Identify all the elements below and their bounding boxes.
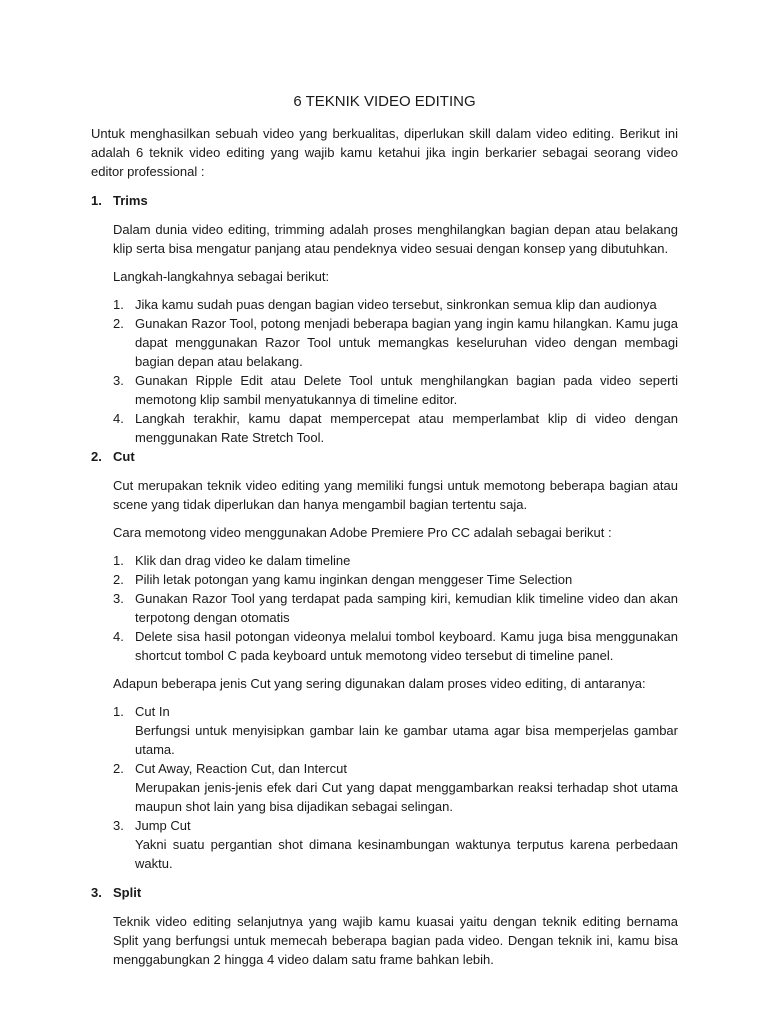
list-number: 3. <box>113 591 124 606</box>
list-number: 2. <box>113 572 124 587</box>
section-paragraph: Langkah-langkahnya sebagai berikut: <box>113 269 330 284</box>
list-number: 4. <box>113 629 124 644</box>
list-item <box>113 551 678 570</box>
cut-type-description: Berfungsi untuk menyisipkan gambar lain ke gambar utama agar bisa memperjelas gambar utama. <box>135 723 678 757</box>
steps-list <box>113 295 678 447</box>
cut-type-description: Merupakan jenis-jenis efek dari Cut yang dapat menggambarkan reaksi terhadap shot utama maupun shot lain yang bisa dijadikan sebagai selingan. <box>135 780 678 814</box>
list-number: 2. <box>113 761 124 776</box>
list-item <box>113 314 678 371</box>
section-heading <box>91 883 678 902</box>
section-paragraph: Dalam dunia video editing, trimming adalah proses menghilangkan bagian depan atau belakang klip serta bisa mengatur panjang atau pendeknya video sesuai dengan konsep yang dibutuhkan. <box>113 222 678 256</box>
section-title: Cut <box>113 449 135 464</box>
list-text: Pilih letak potongan yang kamu inginkan dengan menggeser Time Selection <box>135 572 573 587</box>
list-item <box>113 702 678 759</box>
section-number: 2. <box>91 449 102 464</box>
section-number: 3. <box>91 885 102 900</box>
section-paragraph: Cara memotong video menggunakan Adobe Premiere Pro CC adalah sebagai berikut : <box>113 525 612 540</box>
list-item <box>113 816 678 873</box>
list-number: 1. <box>113 553 124 568</box>
list-item <box>113 570 678 589</box>
section-heading <box>91 191 678 210</box>
section-heading <box>91 447 678 466</box>
section-paragraph: Cut merupakan teknik video editing yang memiliki fungsi untuk memotong beberapa bagian atau scene yang tidak diperlukan dan hanya mengambil bagian tertentu saja. <box>113 478 678 512</box>
list-text: Jika kamu sudah puas dengan bagian video tersebut, sinkronkan semua klip dan audionya <box>135 297 657 312</box>
intro-paragraph: Untuk menghasilkan sebuah video yang berkualitas, diperlukan skill dalam video editing. Berikut ini adalah 6 teknik video editing yang wajib kamu ketahui jika ingin berkarier sebagai seorang video editor professional : <box>91 126 678 179</box>
cut-types-list <box>113 702 678 873</box>
section-number: 1. <box>91 193 102 208</box>
list-item <box>113 759 678 816</box>
section-title: Split <box>113 885 142 900</box>
section-title: Trims <box>113 193 148 208</box>
list-number: 1. <box>113 297 124 312</box>
list-item <box>113 409 678 447</box>
section-paragraph: Teknik video editing selanjutnya yang wajib kamu kuasai yaitu dengan teknik editing bernama Split yang berfungsi untuk memecah beberapa bagian pada video. Dengan teknik ini, kamu bisa menggabungkan 2 hingga 4 video dalam satu frame bahkan lebih. <box>113 914 678 967</box>
list-number: 3. <box>113 818 124 833</box>
section-cut <box>91 447 678 873</box>
document-title: 6 TEKNIK VIDEO EDITING <box>293 93 476 110</box>
list-text: Gunakan Razor Tool, potong menjadi beberapa bagian yang ingin kamu hilangkan. Kamu juga dapat menggunakan Razor Tool untuk memangkas keseluruhan video dengan membagi bagian depan atau belakang. <box>135 316 678 369</box>
list-number: 3. <box>113 373 124 388</box>
list-text: Klik dan drag video ke dalam timeline <box>135 553 351 568</box>
list-item <box>113 627 678 665</box>
list-text: Langkah terakhir, kamu dapat mempercepat atau memperlambat klip di video dengan menggunakan Rate Stretch Tool. <box>135 411 678 445</box>
list-item <box>113 371 678 409</box>
cut-type-name: Cut In <box>135 704 170 719</box>
list-number: 4. <box>113 411 124 426</box>
section-paragraph: Adapun beberapa jenis Cut yang sering digunakan dalam proses video editing, di antaranya: <box>113 676 646 691</box>
list-item <box>113 589 678 627</box>
section-split <box>91 883 678 969</box>
list-text: Gunakan Razor Tool yang terdapat pada samping kiri, kemudian klik timeline video dan akan terpotong dengan otomatis <box>135 591 678 625</box>
list-text: Gunakan Ripple Edit atau Delete Tool untuk menghilangkan bagian pada video seperti memotong klip sambil menyatukannya di timeline editor. <box>135 373 678 407</box>
list-number: 2. <box>113 316 124 331</box>
section-trims <box>91 191 678 447</box>
steps-list <box>113 551 678 665</box>
cut-type-name: Cut Away, Reaction Cut, dan Intercut <box>135 761 347 776</box>
cut-type-name: Jump Cut <box>135 818 191 833</box>
list-text: Delete sisa hasil potongan videonya melalui tombol keyboard. Kamu juga bisa menggunakan shortcut tombol C pada keyboard untuk memotong video tersebut di timeline panel. <box>135 629 678 663</box>
cut-type-description: Yakni suatu pergantian shot dimana kesinambungan waktunya terputus karena perbedaan waktu. <box>135 837 678 871</box>
list-item <box>113 295 678 314</box>
list-number: 1. <box>113 704 124 719</box>
